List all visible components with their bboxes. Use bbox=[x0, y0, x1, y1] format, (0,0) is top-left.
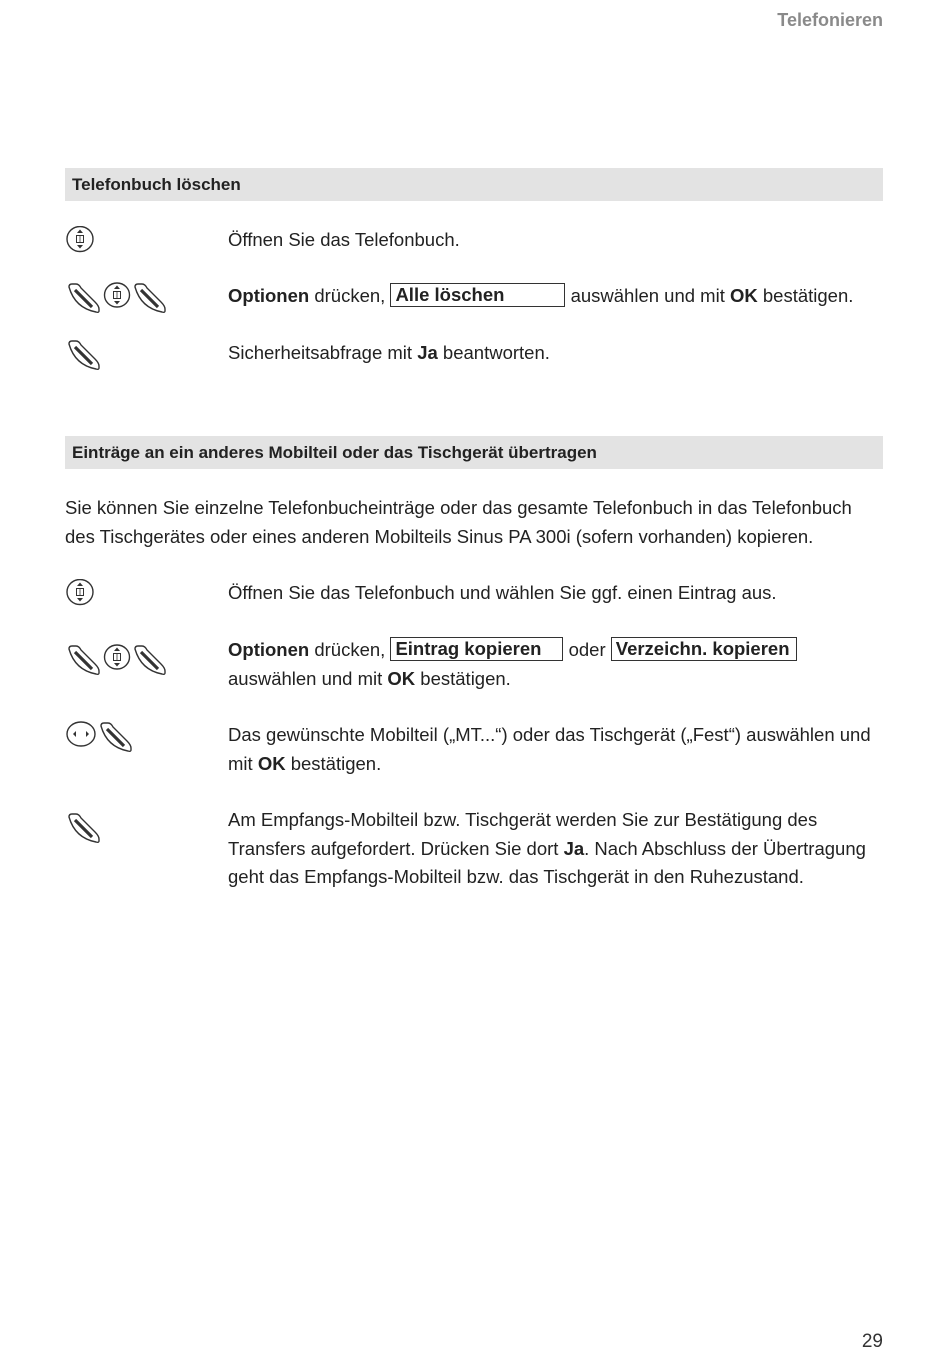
ok-label: OK bbox=[387, 667, 416, 689]
step-text: Öffnen Sie das Telefonbuch und wählen Sie ggf. einen Eintrag aus. bbox=[228, 582, 777, 603]
text-span: Sicherheitsabfrage mit bbox=[228, 342, 418, 363]
text-span: Am Empfangs-Mobilteil bzw. Tischgerät werden Sie zur Bestätigung des Transfers aufgefordert. Drücken Sie dort bbox=[228, 809, 818, 859]
text-span: Das gewünschte Mobilteil („MT...“) oder das Tischgerät („Fest“) auswählen und mit bbox=[228, 724, 871, 774]
nav-key-updown-icon bbox=[65, 579, 95, 609]
ok-label: OK bbox=[257, 752, 286, 774]
step-text bbox=[228, 339, 878, 368]
yes-label: Ja bbox=[563, 837, 585, 859]
text-span: drücken, bbox=[309, 285, 391, 306]
nav-key-leftright-icon bbox=[65, 721, 97, 751]
yes-label: Ja bbox=[417, 342, 438, 363]
text-span: bestätigen. bbox=[285, 752, 382, 774]
ok-label: OK bbox=[729, 285, 758, 306]
section-heading-delete: Telefonbuch löschen bbox=[65, 168, 883, 201]
menu-entry-box: Eintrag kopieren bbox=[390, 637, 563, 661]
softkey-right-icon bbox=[131, 282, 169, 314]
nav-key-updown-icon bbox=[103, 644, 131, 676]
text-span: bestätigen. bbox=[415, 667, 511, 689]
text-span: auswählen und mit bbox=[565, 285, 730, 306]
menu-entry-box: Alle löschen bbox=[390, 283, 565, 307]
nav-key-updown-icon bbox=[65, 226, 95, 256]
text-span: bestätigen. bbox=[757, 285, 854, 306]
softkey-right-icon bbox=[65, 812, 103, 844]
step-text bbox=[228, 721, 878, 778]
text-span: . Nach Abschluss der Übertragung geht das Empfangs-Mobilteil bzw. das Tischgerät in den Ruhezustand. bbox=[228, 837, 866, 887]
softkey-right-icon bbox=[131, 644, 169, 676]
softkey-right-icon bbox=[65, 339, 103, 371]
step-text bbox=[228, 806, 868, 892]
text-span: drücken, bbox=[309, 639, 391, 660]
step-text bbox=[228, 282, 888, 311]
softkey-left-icon bbox=[65, 644, 103, 676]
intro-paragraph: Sie können Sie einzelne Telefonbucheinträge oder das gesamte Telefonbuch in das Telefonbuch des Tischgerätes oder eines anderen Mobilteils Sinus PA 300i (sofern vorhanden) kopieren. bbox=[65, 497, 852, 547]
step-text bbox=[228, 636, 878, 693]
text-span: beantworten. bbox=[437, 342, 550, 363]
nav-key-updown-icon bbox=[103, 282, 131, 314]
softkey-left-icon bbox=[65, 282, 103, 314]
softkey-right-icon bbox=[97, 721, 135, 753]
step-text: Öffnen Sie das Telefonbuch. bbox=[228, 229, 460, 250]
menu-entry-box: Verzeichn. kopieren bbox=[611, 637, 797, 661]
running-header: Telefonieren bbox=[777, 10, 883, 30]
text-span: oder bbox=[563, 639, 611, 660]
page-number: 29 bbox=[861, 1331, 883, 1352]
text-span: auswählen und mit bbox=[228, 667, 388, 689]
softkey-label: Optionen bbox=[228, 639, 310, 660]
softkey-label: Optionen bbox=[228, 285, 310, 306]
section-heading-transfer: Einträge an ein anderes Mobilteil oder das Tischgerät übertragen bbox=[65, 436, 883, 469]
